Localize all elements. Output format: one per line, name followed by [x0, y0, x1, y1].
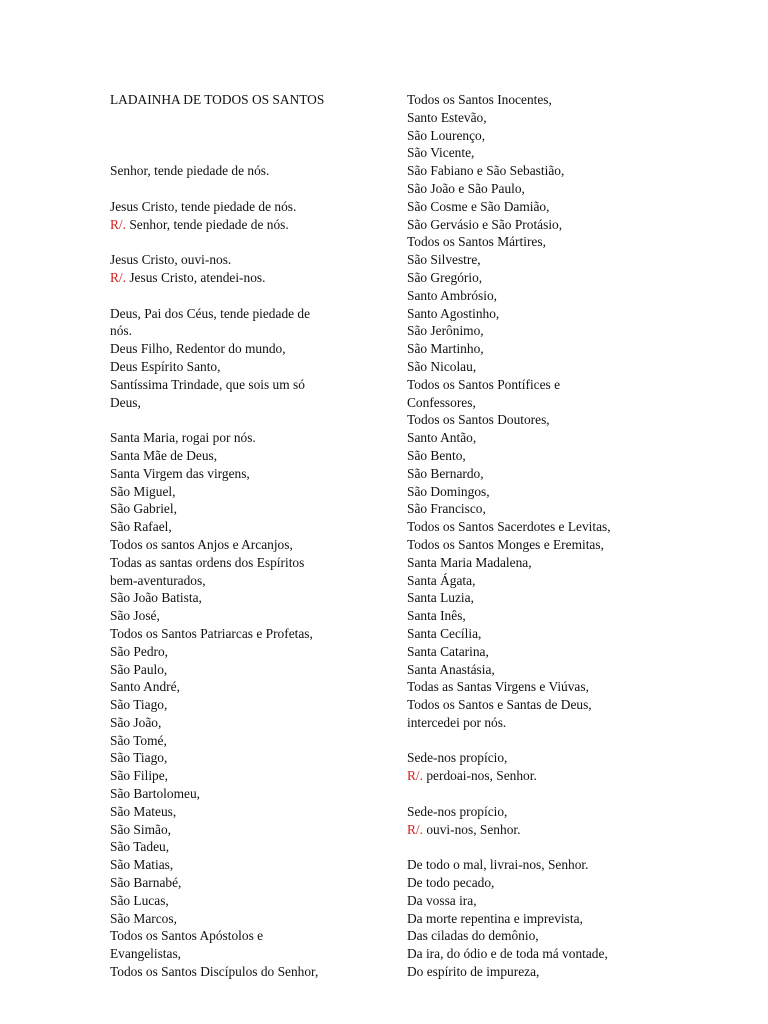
blank-line	[110, 144, 372, 162]
blank-line	[110, 109, 372, 127]
litany-line: Todos os Santos Doutores,	[407, 412, 550, 428]
litany-line: São Miguel,	[110, 483, 176, 499]
litany-line: Deus Espírito Santo,	[110, 358, 221, 374]
litany-line: São João e São Paulo,	[407, 180, 525, 196]
litany-line: Todos os santos Anjos e Arcanjos,	[110, 536, 293, 552]
litany-line: De todo o mal, livrai-nos, Senhor.	[407, 857, 589, 873]
litany-line: Evangelistas,	[110, 946, 182, 962]
response-text: Senhor, tende piedade de nós.	[126, 216, 289, 232]
litany-line: Deus Filho, Redentor do mundo,	[110, 341, 286, 357]
litany-line: São João Batista,	[110, 590, 202, 606]
blank-line	[110, 287, 372, 305]
response-marker: R/.	[407, 821, 423, 837]
litany-line: Todos os Santos Apóstolos e	[110, 928, 264, 944]
litany-line: De todo pecado,	[407, 875, 495, 891]
litany-line: São Rafael,	[110, 519, 172, 535]
right-column	[407, 91, 737, 981]
blank-line	[110, 127, 372, 145]
litany-line: intercedei por nós.	[407, 714, 507, 730]
response-marker: R/.	[110, 269, 126, 285]
litany-line: Todos os Santos Mártires,	[407, 234, 546, 250]
litany-line: Das ciladas do demônio,	[407, 928, 539, 944]
litany-line: São Gabriel,	[110, 501, 177, 517]
litany-line: São Simão,	[110, 821, 172, 837]
litany-line: São Bartolomeu,	[110, 786, 201, 802]
litany-line: Da ira, do ódio e de toda má vontade,	[407, 946, 608, 962]
litany-line: São Tomé,	[110, 732, 167, 748]
litany-line: Deus,	[110, 394, 141, 410]
blank-line	[407, 785, 737, 803]
response-text: ouvi-nos, Senhor.	[423, 821, 521, 837]
litany-line: Da morte repentina e imprevista,	[407, 910, 583, 926]
litany-line: bem-aventurados,	[110, 572, 206, 588]
litany-line: São Fabiano e São Sebastião,	[407, 163, 565, 179]
litany-line: São Barnabé,	[110, 875, 182, 891]
response-line	[407, 821, 737, 839]
litany-line: Todas as Santas Virgens e Viúvas,	[407, 679, 589, 695]
litany-line: São Lourenço,	[407, 127, 486, 143]
litany-line: Santíssima Trindade, que sois um só	[110, 376, 305, 392]
response-marker: R/.	[110, 216, 126, 232]
litany-line: São Nicolau,	[407, 358, 477, 374]
litany-line: São José,	[110, 608, 160, 624]
litany-line: São Vicente,	[407, 145, 475, 161]
litany-line: Todos os Santos Patriarcas e Profetas,	[110, 625, 313, 641]
litany-line: São Domingos,	[407, 483, 490, 499]
litany-line: Santo Antão,	[407, 430, 477, 446]
litany-line: São Marcos,	[110, 910, 177, 926]
litany-line: Santo Ambrósio,	[407, 287, 498, 303]
blank-line	[110, 233, 372, 251]
blank-line	[407, 838, 737, 856]
document-title: LADAINHA DE TODOS OS SANTOS	[110, 92, 325, 107]
litany-line: São Mateus,	[110, 803, 177, 819]
litany-line: São Silvestre,	[407, 252, 481, 268]
blank-line	[110, 180, 372, 198]
response-line	[110, 216, 372, 234]
litany-line: Sede-nos propício,	[407, 750, 508, 766]
litany-line: Confessores,	[407, 394, 476, 410]
litany-line: São Filipe,	[110, 768, 169, 784]
litany-line: Santa Inês,	[407, 608, 466, 624]
response-text: perdoai-nos, Senhor.	[423, 768, 537, 784]
litany-line: São Gervásio e São Protásio,	[407, 216, 563, 232]
litany-line: Santa Ágata,	[407, 572, 476, 588]
litany-line: São Gregório,	[407, 269, 483, 285]
litany-line: São João,	[110, 714, 162, 730]
litany-line: Santo André,	[110, 679, 180, 695]
response-marker: R/.	[407, 768, 423, 784]
blank-line	[110, 411, 372, 429]
litany-line: Santo Estevão,	[407, 109, 487, 125]
litany-line: Jesus Cristo, ouvi-nos.	[110, 252, 232, 268]
litany-line: São Bernardo,	[407, 465, 484, 481]
litany-line: Todas as santas ordens dos Espíritos	[110, 554, 305, 570]
litany-line: Santa Maria Madalena,	[407, 554, 532, 570]
litany-line: Todos os Santos e Santas de Deus,	[407, 697, 592, 713]
left-column	[110, 91, 372, 981]
response-line	[110, 269, 372, 287]
litany-line: Santa Anastásia,	[407, 661, 495, 677]
litany-line: Todos os Santos Pontífices e	[407, 376, 561, 392]
litany-line: Santa Maria, rogai por nós.	[110, 430, 256, 446]
litany-line: São Cosme e São Damião,	[407, 198, 550, 214]
litany-line: Todos os Santos Inocentes,	[407, 92, 552, 107]
litany-line: Da vossa ira,	[407, 892, 477, 908]
litany-line: São Bento,	[407, 447, 466, 463]
litany-line: Senhor, tende piedade de nós.	[110, 163, 270, 179]
blank-line	[407, 732, 737, 750]
litany-line: Santa Virgem das virgens,	[110, 465, 250, 481]
response-text: Jesus Cristo, atendei-nos.	[126, 269, 266, 285]
litany-line: Deus, Pai dos Céus, tende piedade de	[110, 305, 311, 321]
litany-line: Sede-nos propício,	[407, 803, 508, 819]
litany-line: Santa Luzia,	[407, 590, 474, 606]
litany-line: Do espírito de impureza,	[407, 964, 540, 980]
litany-line: Santa Mãe de Deus,	[110, 447, 218, 463]
litany-line: São Tadeu,	[110, 839, 170, 855]
litany-line: São Lucas,	[110, 892, 169, 908]
litany-line: São Francisco,	[407, 501, 486, 517]
litany-line: Santo Agostinho,	[407, 305, 500, 321]
litany-line: São Paulo,	[110, 661, 168, 677]
litany-line: São Pedro,	[110, 643, 169, 659]
litany-line: São Jerônimo,	[407, 323, 484, 339]
litany-line: Todos os Santos Discípulos do Senhor,	[110, 964, 319, 980]
litany-line: São Tiago,	[110, 750, 168, 766]
litany-line: Santa Cecília,	[407, 625, 482, 641]
litany-line: Santa Catarina,	[407, 643, 489, 659]
litany-line: Jesus Cristo, tende piedade de nós.	[110, 198, 297, 214]
litany-line: São Matias,	[110, 857, 174, 873]
response-line	[407, 767, 737, 785]
litany-line: Todos os Santos Sacerdotes e Levitas,	[407, 519, 611, 535]
litany-line: nós.	[110, 323, 132, 339]
litany-line: São Tiago,	[110, 697, 168, 713]
litany-line: Todos os Santos Monges e Eremitas,	[407, 536, 604, 552]
litany-line: São Martinho,	[407, 341, 484, 357]
